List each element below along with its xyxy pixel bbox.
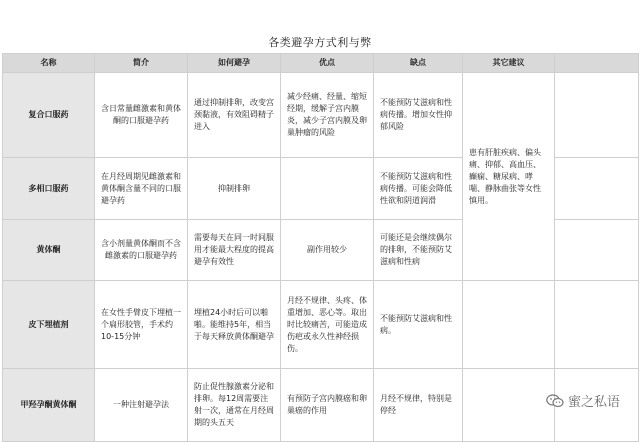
cons-cell: 月经不规律，特别是停经 [374,369,463,442]
blank-cell [555,220,639,281]
how-cell: 抑制排卵 [188,158,281,220]
watermark-text: 蜜之私语 [567,395,620,410]
header-other: 其它建议 [463,54,555,73]
pros-cell: 减少经痛、经量、缩短经期，缓解子宫内膜炎，减少子宫内膜及卵巢肿瘤的风险 [281,73,374,158]
header-cons: 缺点 [374,54,463,73]
other-advice-cell: 患有肝脏疾病、偏头痛、抑郁、高血压、癫痫、糖尿病、哮喘、静脉曲张等女性慎用。 [463,73,555,281]
how-cell: 通过抑制排卵，改变宫颈黏液，有效阻碍精子进入 [188,73,281,158]
cons-cell: 不能预防艾滋病和性病传播。增加女性抑郁风险 [374,73,463,158]
intro-cell: 含日常量雌激素和黄体酮的口服避孕药 [95,73,188,158]
pros-cell: 月经不规律、头疼、体重增加、恶心等。取出时比较痛苦，可能造成伤疤或永久性神经损伤。 [281,281,374,369]
header-how: 如何避孕 [188,54,281,73]
how-cell: 需要每天在同一时间服用才能最大程度的提高避孕有效性 [188,220,281,281]
row-name-cell: 黄体酮 [3,220,95,281]
how-cell: 防止促性腺激素分泌和排卵。每12周需要注射一次，通常在月经周期的头五天 [188,369,281,442]
row-name-cell: 多相口服药 [3,158,95,220]
other-cell-empty [463,369,555,442]
intro-cell: 在女性手臂皮下埋植一个扁形胶管，手术约10-15分钟 [95,281,188,369]
table-row [3,369,639,442]
cons-cell: 不能预防艾滋病和性病。 [374,281,463,369]
intro-cell: 一种注射避孕法 [95,369,188,442]
header-pros: 优点 [281,54,374,73]
row-name-cell: 复合口服药 [3,73,95,158]
cons-cell: 可能还是会继续偶尔的排卵，不能预防艾滋病和性病 [374,220,463,281]
header-name: 名称 [3,54,95,73]
pros-cell: 有预防子宫内膜癌和卵巢癌的作用 [281,369,374,442]
other-cell-empty [463,281,555,369]
blank-cell [555,281,639,369]
row-name-cell: 皮下埋植剂 [3,281,95,369]
page-title: 各类避孕方式利与弊 [268,36,372,49]
header-blank [555,54,639,73]
watermark [546,391,620,410]
table-row [3,73,639,158]
blank-cell [555,158,639,220]
pros-cell: 副作用较少 [281,220,374,281]
pros-cell [281,158,374,220]
wechat-icon [546,394,564,408]
header-intro: 简介 [95,54,188,73]
blank-cell [555,73,639,158]
table-row [3,281,639,369]
intro-cell: 在月经周期见雌激素和黄体酮含量不同的口服避孕药 [95,158,188,220]
row-name-cell: 甲羟孕酮黄体酮 [3,369,95,442]
how-cell: 埋植24小时后可以啪啪。能维持5年，相当于每天释放黄体酮避孕 [188,281,281,369]
header-row [3,54,639,73]
cons-cell: 不能预防艾滋病和性病传播。可能会降低性欲和阴道润滑 [374,158,463,220]
comparison-table [2,53,639,442]
intro-cell: 含小剂量黄体酮而不含雌激素的口服避孕药 [95,220,188,281]
